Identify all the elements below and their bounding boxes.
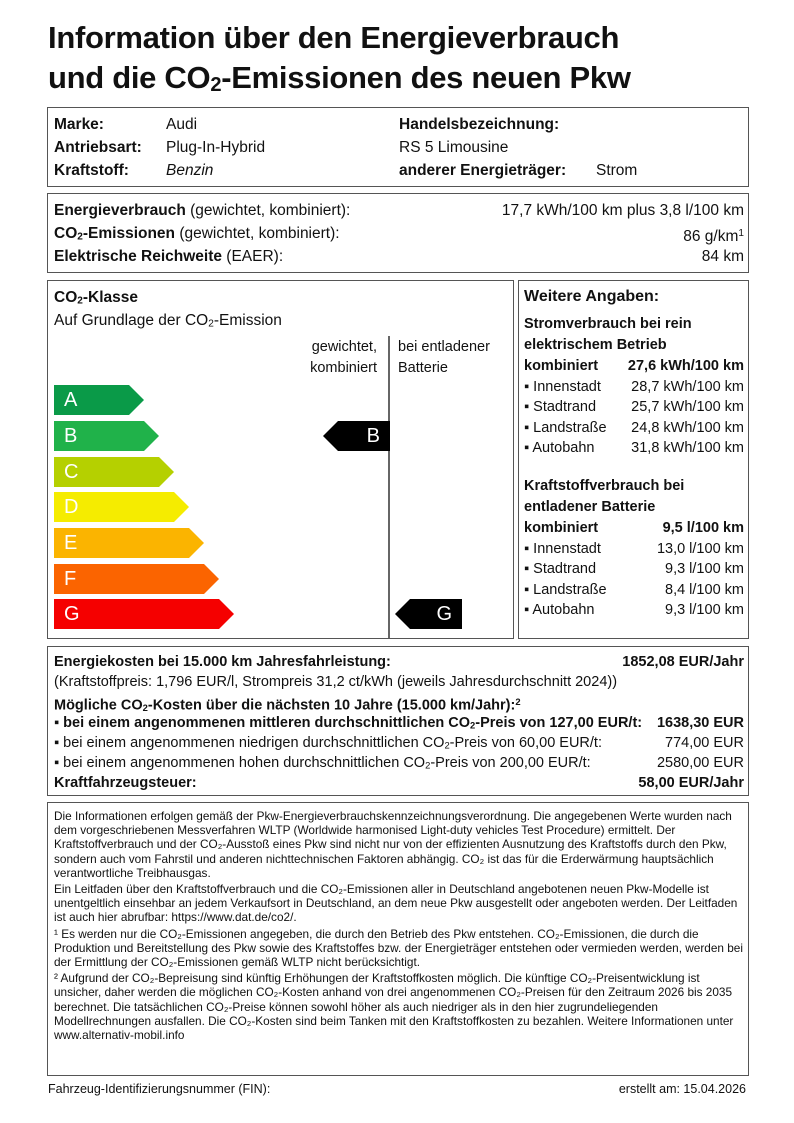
discharged-class-indicator: G [410, 599, 462, 629]
class-bar-f: F [54, 564, 204, 594]
created-date: erstellt am: 15.04.2026 [618, 1082, 746, 1096]
weighted-class-indicator: B [338, 421, 390, 451]
page-title: Information über den Energieverbrauch und die CO2-Emissionen des neuen Pkw [48, 20, 631, 97]
summary-box: Energieverbrauch (gewichtet, kombiniert): 17,7 kWh/100 km plus 3,8 l/100 km CO2-Emissionen (gewichtet, kombiniert): 86 $g/km^1$ Elektrische Reichweite (EAER): 84 km [47, 193, 749, 273]
further-info-box: Weitere Angaben: Stromverbrauch bei rein elektrischem Betrieb kombiniert 27,6 kWh/100 km ▪ Innenstadt 28,7 kWh/100 km ▪ Stadtrand 25,7 kWh/100 km ▪ Landstraße 24,8 kWh/100 km ▪ Autobahn 31,8 kWh/100 km Kraftstoffverbrauch bei entladener Batterie kombiniert 9,5 l/100 km ▪ Innenstadt 13,0 l/100 km ▪ Stadtrand 9,3 l/100 km ▪ Landstraße 8,4 l/100 km ▪ Autobahn 9,3 l/100 km [518, 280, 749, 639]
co2-class-box: CO2-Klasse Auf Grundlage der CO2-Emission gewichtet, kombiniert bei entladener Batterie A B C D E F G B G [47, 280, 514, 639]
legal-notes-box: Die Informationen erfolgen gemäß der Pkw-Energieverbrauchskennzeichnungsverordnung. Die angegebenen Werte wurden nach dem vorgeschriebenen Messverfahren WLTP (Worldwide harmonised Light-duty vehicles Test Procedure) ermittelt. Der Kraftstoffverbrauch und der CO₂-Ausstoß eines Pkw sind nicht nur von der effizienten Ausnutzung des Kraftstoffs durch den Pkw, sondern auch vom Fahrstil und anderen nichttechnischen Faktoren abhängig. CO₂ ist das für die Erderwärmung hauptsächlich verantwortliche Treibhausgas. Ein Leitfaden über den Kraftstoffverbrauch und die CO₂-Emissionen aller in Deutschland angebotenen neuen Pkw-Modelle ist unentgeltlich einsehbar an jedem Verkaufsort in Deutschland, an dem neue Pkw ausgestellt oder angeboten werden. Der Leitfaden ist auch hier abrufbar: https://www.dat.de/co2/. ¹ Es werden nur die CO₂-Emissionen angegeben, die durch den Betrieb des Pkw entstehen. CO₂-Emissionen, die durch die Produktion und Bereitstellung des Pkw sowie des Kraftstoffes bzw. der Energieträger entstehen oder vermieden werden, werden bei der Ermittlung der CO₂-Emissionen gemäß WLTP nicht berücksichtigt. ² Aufgrund der CO₂-Bepreisung sind künftig Erhöhungen der Kraftstoffkosten möglich. Die künftige CO₂-Preisentwicklung ist unsicher, daher werden die möglichen CO₂-Kosten anhand von drei angenommenen CO₂-Preisen für den Zeitraum 2026 bis 2035 berechnet. Die tatsächlichen CO₂-Preise können sowohl höher als auch niedriger als in den hier zugrundeliegenden Modellrechnungen ausfallen. Die CO₂-Kosten sind beim Tanken mit den Kraftstoffkosten zu bezahlen. Weitere Informationen unter www.alternativ-mobil.info [47, 802, 749, 1076]
class-bar-b: B [54, 421, 144, 451]
column-divider [388, 336, 390, 638]
co2-class-heading: CO2-Klasse [54, 289, 139, 307]
vehicle-info-box: Marke: Audi Antriebsart: Plug-In-Hybrid Kraftstoff: Benzin Handelsbezeichnung: RS 5 Limousine anderer Energieträger: Strom [47, 107, 749, 187]
class-bar-d: D [54, 492, 174, 522]
costs-box: Energiekosten bei 15.000 km Jahresfahrleistung: 1852,08 EUR/Jahr (Kraftstoffpreis: 1,796 EUR/l, Strompreis 31,2 ct/kWh (jeweils Jahresdurchschnitt 2024)) Mögliche CO2-Kosten über die nächsten 10 Jahre (15.000 km/Jahr):$^2$ ▪ bei einem angenommenen mittleren durchschnittlichen CO2-Preis von 127,00 EUR/t: 1638,30 EUR ▪ bei einem angenommenen niedrigen durchschnittlichen CO2-Preis von 60,00 EUR/t: 774,00 EUR ▪ bei einem angenommenen hohen durchschnittlichen CO2-Preis von 200,00 EUR/t: 2580,00 EUR Kraftfahrzeugsteuer: 58,00 EUR/Jahr [47, 646, 749, 796]
class-bar-g: G [54, 599, 219, 629]
class-bar-a: A [54, 385, 129, 415]
class-bar-e: E [54, 528, 189, 558]
fin-label: Fahrzeug-Identifizierungsnummer (FIN): [48, 1082, 271, 1096]
class-bar-c: C [54, 457, 159, 487]
